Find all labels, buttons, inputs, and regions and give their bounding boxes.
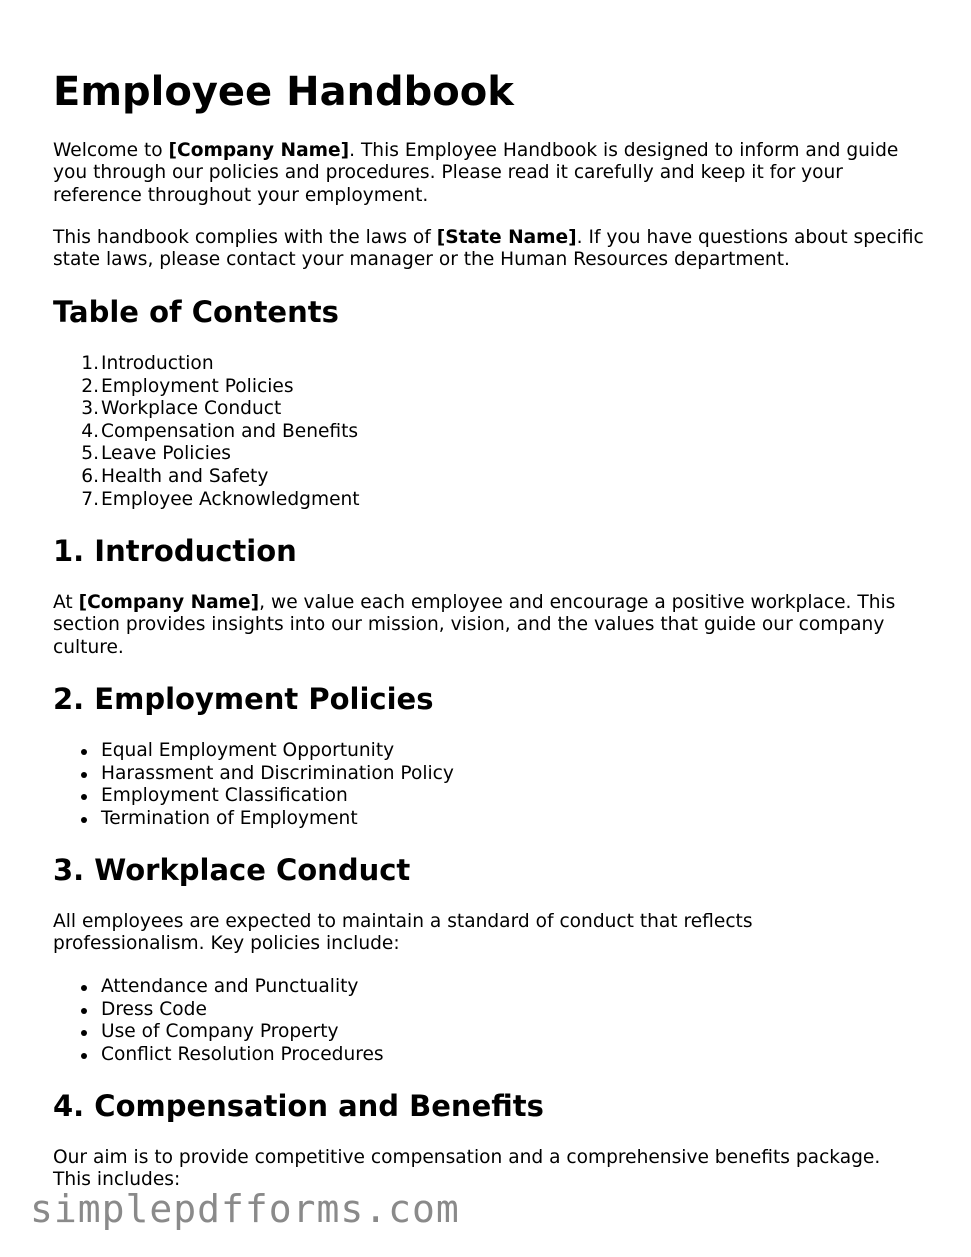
toc-item-label: Health and Safety <box>101 465 269 487</box>
toc-item-label: Compensation and Benefits <box>101 420 359 442</box>
toc-list <box>53 353 360 511</box>
toc-item <box>53 376 360 399</box>
toc-item-number: 3. <box>81 398 99 420</box>
section-1-text: , we value each employee and encourage a positive workplace. This section provides insights into our mission, vision, and the values that guide our company culture. <box>53 592 896 658</box>
toc-item-number: 4. <box>81 420 99 442</box>
list-item: Employment Classification <box>53 785 454 808</box>
section-2-heading: 2. Employment Policies <box>53 682 434 716</box>
section-4-paragraph: Our aim is to provide competitive compensation and a comprehensive benefits package. This includes: <box>53 1147 881 1191</box>
toc-item <box>53 489 360 512</box>
section-1-text: At <box>53 592 79 613</box>
list-item: Harassment and Discrimination Policy <box>53 763 454 786</box>
toc-item-number: 1. <box>81 353 99 374</box>
toc-item <box>53 466 360 489</box>
toc-item-label: Employee Acknowledgment <box>101 488 360 510</box>
intro-text: This handbook complies with the laws of <box>53 227 437 248</box>
company-name-placeholder: [Company Name] <box>168 140 350 161</box>
list-item: Attendance and Punctuality <box>53 976 384 999</box>
toc-item <box>53 398 360 421</box>
intro-text: . If you have questions about specific state laws, please contact your manager or the Human Resources department. <box>53 227 924 271</box>
section-3-paragraph: All employees are expected to maintain a standard of conduct that reflects professionalism. Key policies include: <box>53 911 753 955</box>
list-item: Use of Company Property <box>53 1021 384 1044</box>
toc-item-number: 5. <box>81 443 99 465</box>
company-name-placeholder: [Company Name] <box>78 592 260 613</box>
toc-item <box>53 353 360 376</box>
list-item: Equal Employment Opportunity <box>53 740 454 763</box>
toc-item-label: Workplace Conduct <box>101 398 282 420</box>
state-name-placeholder: [State Name] <box>436 227 577 248</box>
section-1-paragraph <box>53 592 928 659</box>
toc-heading: Table of Contents <box>53 295 339 329</box>
toc-item-label: Employment Policies <box>101 375 294 397</box>
list-item: Dress Code <box>53 999 384 1022</box>
intro-paragraph-1 <box>53 140 928 207</box>
toc-item <box>53 421 360 444</box>
intro-paragraph-2 <box>53 227 928 272</box>
toc-item-number: 2. <box>81 375 99 397</box>
toc-item-number: 6. <box>81 465 99 487</box>
list-item: Termination of Employment <box>53 808 454 831</box>
toc-item-number: 7. <box>81 488 99 510</box>
section-1-heading: 1. Introduction <box>53 534 297 568</box>
toc-item-label: Leave Policies <box>101 443 231 465</box>
intro-text: . This Employee Handbook is designed to inform and guide you through our policies and procedures. Please read it carefully and keep it for your reference throughout your employment. <box>53 140 899 206</box>
toc-item-label: Introduction <box>101 353 214 374</box>
employment-policies-list <box>53 740 454 830</box>
section-3-heading: 3. Workplace Conduct <box>53 853 411 887</box>
page-title: Employee Handbook <box>53 69 514 115</box>
intro-text: Welcome to <box>53 140 169 161</box>
workplace-conduct-list <box>53 976 384 1066</box>
section-4-heading: 4. Compensation and Benefits <box>53 1089 544 1123</box>
site-watermark: simplepdfforms.com <box>30 1187 460 1231</box>
toc-item <box>53 443 360 466</box>
list-item: Conflict Resolution Procedures <box>53 1044 384 1067</box>
